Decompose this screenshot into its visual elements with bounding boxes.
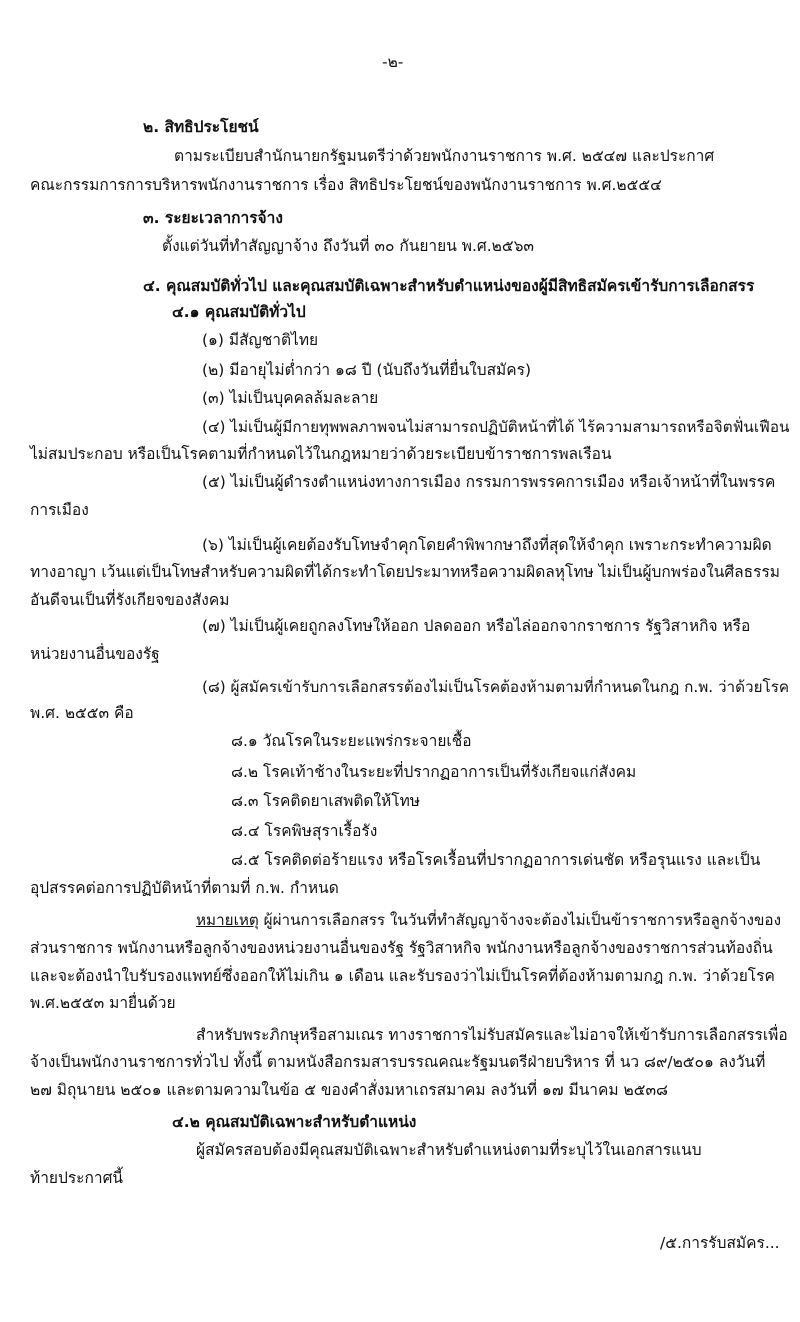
qualification-item-cont: หน่วยงานอื่นของรัฐ [30, 645, 160, 663]
section-3-heading: ๓. ระยะเวลาการจ้าง [143, 209, 283, 227]
section-4-heading: ๔. คุณสมบัติทั่วไป และคุณสมบัติเฉพาะสำหรับตำแหน่งของผู้มีสิทธิสมัครเข้ารับการเลือกสรร [143, 277, 755, 295]
qualification-item-cont: ไม่สมประกอบ หรือเป็นโรคตามที่กำหนดไว้ในกฎหมายว่าด้วยระเบียบข้าราชการพลเรือน [30, 445, 612, 463]
qualification-item: (๘) ผู้สมัครเข้ารับการเลือกสรรต้องไม่เป็นโรคต้องห้ามตามที่กำหนดในกฎ ก.พ. ว่าด้วยโรค [202, 678, 790, 696]
monk-paragraph-line: ๒๗ มิถุนายน ๒๕๐๑ และตามความในข้อ ๕ ของคำสั่งมหาเถรสมาคม ลงวันที่ ๑๗ มีนาคม ๒๕๓๘ [30, 1081, 669, 1099]
subsection-4-2-heading: ๔.๒ คุณสมบัติเฉพาะสำหรับตำแหน่ง [172, 1113, 417, 1131]
qualification-item: (๒) มีอายุไม่ต่ำกว่า ๑๘ ปี (นับถึงวันที่ยื่นใบสมัคร) [202, 361, 531, 379]
note-label: หมายเหตุ [196, 911, 259, 929]
page-number: -๒- [382, 53, 404, 71]
qualification-item: (๓) ไม่เป็นบุคคลล้มละลาย [202, 389, 379, 407]
disease-item: ๘.๓ โรคติดยาเสพติดให้โทษ [231, 792, 420, 810]
continuation-marker: /๕.การรับสมัคร... [660, 1234, 780, 1252]
subsection-4-1-heading: ๔.๑ คุณสมบัติทั่วไป [172, 303, 306, 321]
subsection-4-2-line: ท้ายประกาศนี้ [30, 1169, 124, 1187]
section-2-line: ตามระเบียบสำนักนายกรัฐมนตรีว่าด้วยพนักงานราชการ พ.ศ. ๒๕๔๗ และประกาศ [174, 147, 715, 165]
qualification-item: (๖) ไม่เป็นผู้เคยต้องรับโทษจำคุกโดยคำพิพากษาถึงที่สุดให้จำคุก เพราะกระทำความผิด [202, 536, 772, 554]
section-2-line: คณะกรรมการการบริหารพนักงานราชการ เรื่อง สิทธิประโยชน์ของพนักงานราชการ พ.ศ.๒๕๕๔ [30, 176, 662, 194]
note-line: ส่วนราชการ พนักงานหรือลูกจ้างของหน่วยงานอื่นของรัฐ รัฐวิสาหกิจ พนักงานหรือลูกจ้างของราชการส่วนท้องถิ่น [30, 939, 773, 957]
disease-item: ๘.๔ โรคพิษสุราเรื้อรัง [231, 822, 378, 840]
monk-paragraph-line: สำหรับพระภิกษุหรือสามเณร ทางราชการไม่รับสมัครและไม่อาจให้เข้ารับการเลือกสรรเพื่อ [196, 1026, 788, 1044]
disease-item-cont: อุปสรรคต่อการปฏิบัติหน้าที่ตามที่ ก.พ. กำหนด [30, 879, 339, 897]
note-line: พ.ศ.๒๕๕๓ มายื่นด้วย [30, 994, 176, 1012]
monk-paragraph-line: จ้างเป็นพนักงานราชการทั่วไป ทั้งนี้ ตามหนังสือกรมสารบรรณคณะรัฐมนตรีฝ่ายบริหาร ที่ นว ๘๙/๒๕๐๑ ลงวันที่ [30, 1053, 766, 1071]
qualification-item-cont: ทางอาญา เว้นแต่เป็นโทษสำหรับความผิดที่ได้กระทำโดยประมาทหรือความผิดลหุโทษ ไม่เป็นผู้บกพร่องในศีลธรรม [30, 563, 781, 581]
note-paragraph [196, 910, 781, 930]
qualification-item-cont: อันดีจนเป็นที่รังเกียจของสังคม [30, 591, 230, 609]
qualification-item: (๑) มีสัญชาติไทย [202, 331, 319, 349]
qualification-item-cont: การเมือง [30, 501, 89, 519]
note-text: ผู้ผ่านการเลือกสรร ในวันที่ทำสัญญาจ้างจะต้องไม่เป็นข้าราชการหรือลูกจ้างของ [263, 911, 782, 929]
qualification-item: (๗) ไม่เป็นผู้เคยถูกลงโทษให้ออก ปลดออก หรือไล่ออกจากราชการ รัฐวิสาหกิจ หรือ [202, 617, 751, 635]
disease-item: ๘.๑ วัณโรคในระยะแพร่กระจายเชื้อ [231, 732, 472, 750]
qualification-item: (๔) ไม่เป็นผู้มีกายทุพพลภาพจนไม่สามารถปฏิบัติหน้าที่ได้ ไร้ความสามารถหรือจิตฟั่นเฟือน [202, 418, 790, 436]
section-3-line: ตั้งแต่วันที่ทำสัญญาจ้าง ถึงวันที่ ๓๐ กันยายน พ.ศ.๒๕๖๓ [162, 237, 535, 255]
section-2-heading: ๒. สิทธิประโยชน์ [143, 118, 259, 136]
disease-item: ๘.๒ โรคเท้าช้างในระยะที่ปรากฏอาการเป็นที่รังเกียจแก่สังคม [231, 763, 637, 781]
qualification-item-cont: พ.ศ. ๒๕๕๓ คือ [30, 704, 134, 722]
note-line: และจะต้องนำใบรับรองแพทย์ซึ่งออกให้ไม่เกิน ๑ เดือน และรับรองว่าไม่เป็นโรคที่ต้องห้ามตามกฎ ก.พ. ว่าด้วยโรค [30, 967, 775, 985]
disease-item: ๘.๕ โรคติดต่อร้ายแรง หรือโรคเรื้อนที่ปรากฏอาการเด่นชัด หรือรุนแรง และเป็น [231, 851, 761, 869]
subsection-4-2-line: ผู้สมัครสอบต้องมีคุณสมบัติเฉพาะสำหรับตำแหน่งตามที่ระบุไว้ในเอกสารแนบ [196, 1141, 702, 1159]
qualification-item: (๕) ไม่เป็นผู้ดำรงตำแหน่งทางการเมือง กรรมการพรรคการเมือง หรือเจ้าหน้าที่ในพรรค [202, 473, 776, 491]
